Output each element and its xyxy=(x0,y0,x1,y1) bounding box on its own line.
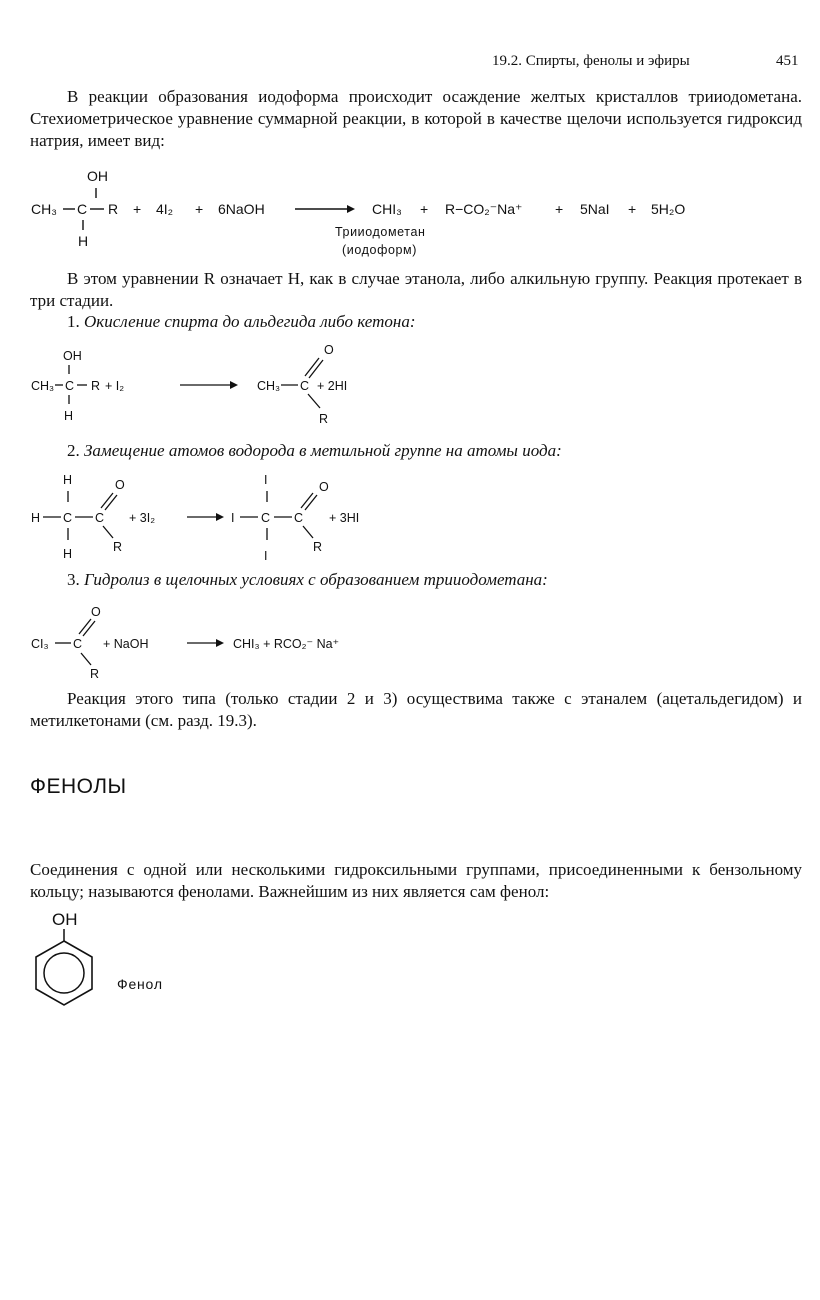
iodine-label: I xyxy=(231,511,235,525)
carbonyl-carbon-label: C xyxy=(300,379,310,393)
naoh-reagent: 6NaOH xyxy=(218,201,265,217)
carbonyl-carbon-label: C xyxy=(95,511,105,525)
phenol-structure xyxy=(25,905,225,1030)
hydrogen-label: H xyxy=(63,547,73,561)
carbonyl-carbon-label: C xyxy=(73,637,83,651)
stage-1-number: 1. xyxy=(67,312,80,331)
intro-paragraph: В реакции образования иодоформа происходит осаждение желтых кристаллов трииодометана. Стехиометрическое уравнение суммарной реакции, в которой в качестве щелочи используется гидроксид натрия, имеет вид: xyxy=(30,87,802,150)
hydroxyl-label: OH xyxy=(63,349,82,363)
carbon-label: C xyxy=(65,379,75,393)
radical-label: R xyxy=(113,540,123,554)
radical-label: R xyxy=(91,379,101,393)
phenols-paragraph: Соединения с одной или несколькими гидроксильными группами, присоединенными к бензольному кольцу; называются фенолами. Важнейшим из них является сам фенол: xyxy=(30,860,802,901)
methyl-label: CH₃ xyxy=(31,379,55,393)
sodium-iodide-product: 5NaI xyxy=(580,201,610,217)
page-number: 451 xyxy=(776,53,799,69)
stage-2-heading xyxy=(67,441,562,461)
stage-3-number: 3. xyxy=(67,570,80,589)
oxygen-label: O xyxy=(91,605,101,619)
carbon-label: C xyxy=(261,511,271,525)
plus-sign: + xyxy=(420,201,429,217)
triiodomethyl-label: CI₃ xyxy=(31,637,49,651)
radical-label: R xyxy=(90,667,100,681)
hydroxyl-label: OH xyxy=(52,910,78,929)
hydrogen-iodide-byproduct: + 3HI xyxy=(329,511,360,525)
stage-2-reaction xyxy=(25,468,445,568)
hydrogen-label: H xyxy=(64,409,74,423)
radical-label: R xyxy=(108,201,119,217)
stage-2-number: 2. xyxy=(67,441,80,460)
iodine-reagent: + 3I₂ xyxy=(129,511,156,525)
iodoform-name-label: Трииодометан xyxy=(335,225,426,239)
radical-label: R xyxy=(319,412,329,426)
section-heading-phenols: ФЕНОЛЫ xyxy=(30,775,127,798)
overall-reaction-equation xyxy=(25,160,725,260)
methyl-label: CH₃ xyxy=(257,379,281,393)
stage-3-title: Гидролиз в щелочных условиях с образованием трииодометана: xyxy=(84,570,548,589)
stage-1-heading xyxy=(67,312,415,332)
stage-1-title: Окисление спирта до альдегида либо кетона: xyxy=(84,312,416,331)
carbon-label: C xyxy=(77,201,88,217)
hydrogen-iodide-byproduct: + 2HI xyxy=(317,379,348,393)
closing-paragraph: Реакция этого типа (только стадии 2 и 3) осуществима также с этаналем (ацетальдегидом) и метилкетонами (см. разд. 19.3). xyxy=(30,689,802,730)
carbon-label: C xyxy=(63,511,73,525)
iodine-label: I xyxy=(264,473,268,487)
hydrogen-label: H xyxy=(63,473,73,487)
hydrogen-label: H xyxy=(78,233,89,249)
hydroxyl-label: OH xyxy=(87,168,108,184)
plus-sign: + xyxy=(555,201,564,217)
stage-3-reaction xyxy=(25,598,445,684)
hydrogen-label: H xyxy=(31,511,41,525)
iodoform-common-name-label: (иодоформ) xyxy=(342,243,418,257)
plus-sign: + xyxy=(195,201,204,217)
naoh-reagent: + NaOH xyxy=(103,637,149,651)
plus-sign: + xyxy=(628,201,637,217)
plus-sign: + xyxy=(133,201,142,217)
iodine-label: I xyxy=(264,549,268,563)
iodoform-product: CHI₃ xyxy=(372,201,402,217)
running-header-title: 19.2. Спирты, фенолы и эфиры xyxy=(492,53,690,69)
stage-2-title: Замещение атомов водорода в метильной группе на атомы иода: xyxy=(84,441,562,460)
iodine-reagent: 4I₂ xyxy=(156,201,174,217)
radical-label: R xyxy=(313,540,323,554)
explanation-paragraph: В этом уравнении R означает H, как в случае этанола, либо алкильную группу. Реакция протекает в три стадии. xyxy=(30,269,802,310)
oxygen-label: O xyxy=(115,478,125,492)
stage-3-heading xyxy=(67,570,548,590)
stage-1-reaction xyxy=(25,338,425,434)
oxygen-label: O xyxy=(324,343,334,357)
methyl-label: CH₃ xyxy=(31,201,57,217)
phenol-label: Фенол xyxy=(117,976,163,992)
oxygen-label: O xyxy=(319,480,329,494)
iodine-reagent: + I₂ xyxy=(105,379,125,393)
water-product: 5H₂O xyxy=(651,201,686,217)
carbonyl-carbon-label: C xyxy=(294,511,304,525)
carboxylate-product: R−CO₂⁻Na⁺ xyxy=(445,201,523,217)
stage-3-products: CHI₃ + RCO₂⁻ Na⁺ xyxy=(233,637,340,651)
